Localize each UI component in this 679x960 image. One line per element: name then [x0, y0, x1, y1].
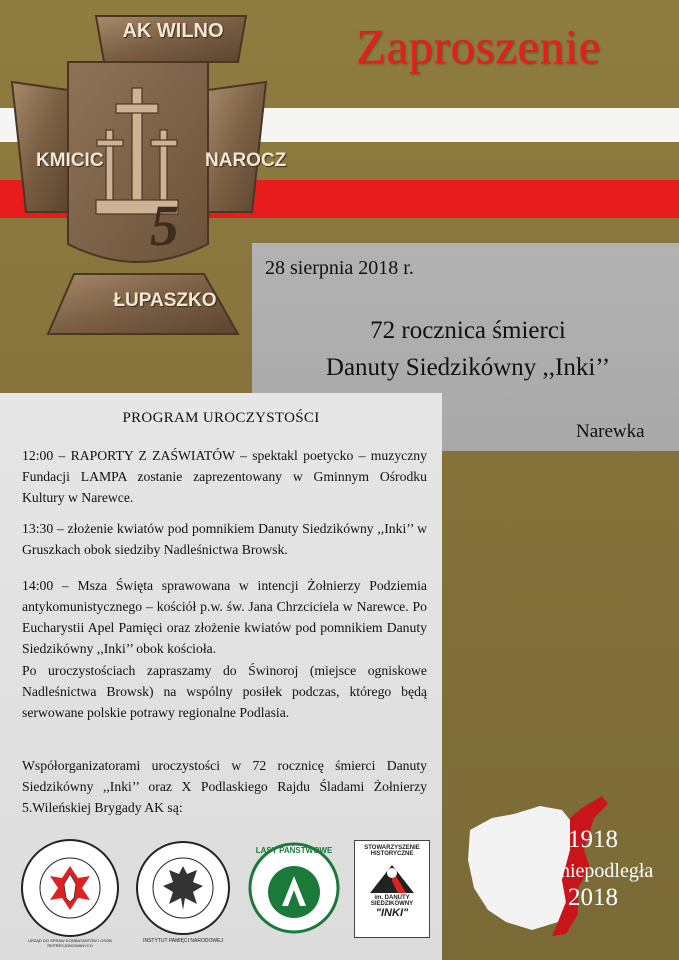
stow-mid-line-2: SIEDZIKÓWNY	[370, 901, 414, 907]
lasy-panstwowe-logo	[248, 842, 340, 934]
ipn-logo-caption: INSTYTUT PAMIĘCI NARODOWEJ	[143, 938, 223, 944]
event-date: 28 sierpnia 2018 r.	[265, 257, 414, 279]
stowarzyszenie-inki-logo	[354, 840, 430, 938]
independence-word: niepodległa	[560, 860, 654, 882]
eagle-icon	[362, 859, 422, 895]
urzad-kombatantow-logo	[20, 838, 120, 938]
badge-right-text: NAROCZ	[205, 150, 287, 171]
badge-number: 5	[150, 193, 179, 258]
program-item-2: 13:30 – złożenie kwiatów pod pomnikiem Danuty Siedzikówny ,,Inki’’ w Gruszkach obok siedziby Nadleśnictwa Browsk.	[22, 521, 427, 557]
anniversary-line-1: 72 rocznica śmierci	[370, 317, 566, 344]
program-item-4: Po uroczystościach zapraszamy do Świnoroj (miejsce ogniskowe Nadleśnictwa Browsk) na wspólny posiłek podczas, którego będą serwowane polskie potrawy regionalne Podlasia.	[22, 663, 427, 720]
badge-top-text: AK WILNO	[122, 20, 224, 42]
badge-bottom-text: ŁUPASZKO	[113, 290, 217, 311]
urzad-logo-caption: URZĄD DO SPRAW KOMBATANTÓW I OSÓB REPRESJONOWANYCH	[28, 938, 112, 948]
stow-top-line-2: HISTORYCZNE	[370, 851, 414, 857]
independence-year-start: 1918	[568, 826, 618, 853]
anniversary-line-2: Danuty Siedzikówny ,,Inki’’	[325, 354, 611, 381]
stow-name: "INKI"	[375, 907, 409, 919]
page-title: Zaproszenie	[356, 19, 601, 74]
independence-year-end: 2018	[568, 884, 618, 911]
program-heading: PROGRAM UROCZYSTOŚCI	[122, 410, 320, 426]
lasy-logo-caption: LASY PAŃSTWOWE	[255, 846, 333, 855]
coorganizers-text: Współorganizatorami uroczystości w 72 rocznicę śmierci Danuty Siedzikówny ,,Inki’’ oraz X Podlaskiego Rajdu Śladami Żołnierzy 5.Wileńskiej Brygady AK są:	[22, 758, 427, 815]
event-place: Narewka	[576, 421, 645, 442]
ipn-logo	[135, 840, 231, 936]
stow-mid-line-1: im. DANUTY	[374, 895, 410, 901]
program-item-1: 12:00 – RAPORTY Z ZAŚWIATÓW – spektakl poetycko – muzyczny Fundacji LAMPA zostanie zaprezentowany w Gminnym Ośrodku Kultury w Narewce.	[22, 448, 427, 505]
badge-left-text: KMICIC	[36, 150, 104, 171]
program-item-3: 14:00 – Msza Święta sprawowana w intencji Żołnierzy Podziemia antykomunistycznego – kościół p.w. św. Jana Chrzciciela w Narewce. Po Eucharystii Apel Pamięci oraz złożenie kwiatów pod pomnikiem Danuty Siedzikówny ,,Inki’’ obok kościoła.	[22, 578, 427, 656]
stow-top-line-1: STOWARZYSZENIE	[364, 845, 420, 851]
anniversary-title	[268, 312, 668, 386]
